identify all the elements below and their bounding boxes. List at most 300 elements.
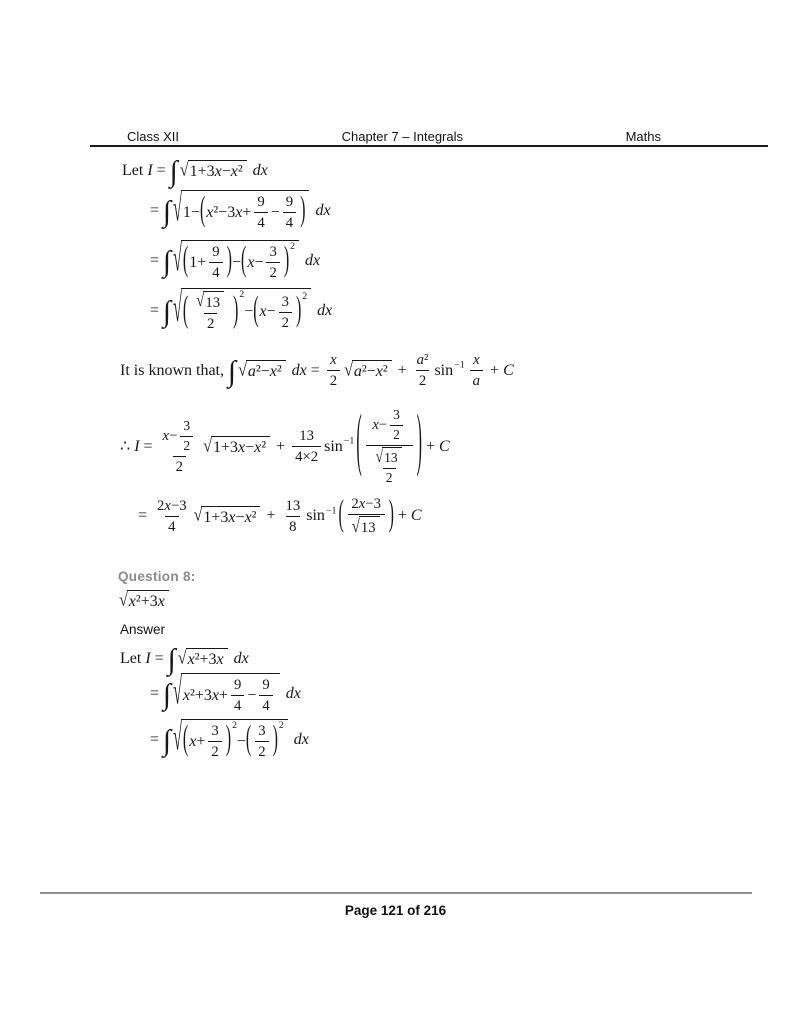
right-paren-icon: ): [416, 405, 422, 480]
math-text: [260, 303, 276, 321]
math-text: [301, 252, 320, 270]
fraction-numerator: [296, 427, 317, 446]
paren-content: [259, 293, 297, 333]
math-line-result: [138, 495, 422, 538]
radical-glyph: √: [173, 190, 182, 231]
radical-icon: [203, 436, 211, 457]
math-text-run: 3: [393, 407, 400, 422]
math-fraction: [160, 418, 200, 476]
math-text: =: [150, 252, 164, 270]
math-text: [417, 351, 429, 369]
math-text-run: 8: [289, 518, 297, 535]
math-text-run: 2: [385, 469, 393, 485]
math-text-run: ²: [276, 363, 282, 381]
math-text-run: ²: [424, 352, 429, 368]
footer-rule: [40, 892, 752, 894]
math-text-run: x: [269, 363, 277, 381]
math-text: [249, 162, 268, 180]
integral-icon: ∫: [163, 295, 172, 328]
square-root: [376, 447, 402, 467]
math-text: =: [150, 731, 164, 749]
math-text-run: 9: [285, 194, 294, 210]
math-text: [286, 193, 293, 211]
math-text: =: [150, 649, 168, 667]
fraction-denominator: [292, 446, 321, 466]
math-text: [351, 495, 381, 513]
parenthesized-group: [183, 291, 244, 334]
math-text-run: x: [214, 163, 222, 181]
math-text-run: x: [182, 686, 191, 704]
math-text: [473, 372, 480, 390]
math-text: [189, 733, 205, 751]
math-text: [473, 351, 480, 369]
math-text: [311, 202, 330, 220]
square-root: [173, 673, 280, 716]
math-text-run: x: [228, 508, 236, 526]
math-text-run: x: [358, 496, 366, 512]
fraction-numerator: [369, 407, 409, 445]
math-line-step-3: [150, 288, 332, 334]
left-paren-icon: (: [182, 290, 189, 331]
math-text: sin: [434, 361, 454, 379]
math-text-run: +: [421, 437, 439, 455]
math-text: [232, 254, 241, 272]
math-text: [422, 438, 450, 456]
math-text: [183, 204, 200, 222]
math-text-run: 2: [175, 458, 184, 475]
radical-icon: [196, 291, 203, 312]
math-text-run: −: [378, 417, 388, 434]
math-text-run: 2: [351, 496, 359, 512]
math-fraction: [414, 351, 432, 391]
math-text-run: 4: [168, 518, 176, 535]
math-text: Let: [122, 161, 148, 179]
math-text-run: 9: [212, 244, 220, 260]
math-text-run: 3: [183, 417, 191, 433]
integral-icon: ∫: [163, 679, 172, 712]
question-heading: Question 8:: [118, 569, 196, 584]
fraction-numerator: [180, 418, 193, 436]
radical-icon: [344, 360, 352, 381]
square-root: [173, 190, 309, 233]
fraction-numerator: [192, 291, 229, 313]
fraction-denominator: [266, 262, 279, 282]
radical-glyph: √: [375, 446, 384, 467]
math-text: [269, 264, 276, 282]
fraction-denominator: [208, 741, 221, 761]
radical-glyph: √: [119, 590, 128, 610]
math-text: [289, 518, 296, 536]
fraction-numerator: [154, 497, 190, 516]
radicand: [181, 719, 288, 762]
math-text-run: +: [218, 686, 228, 704]
right-paren-icon: ): [226, 242, 232, 280]
radicand: [181, 673, 280, 716]
math-text-run: x: [372, 417, 379, 434]
radicand: [352, 360, 392, 381]
math-text-run: −: [245, 439, 255, 457]
fraction-denominator: [283, 212, 296, 232]
paren-content: [188, 243, 226, 283]
radicand: [181, 190, 310, 233]
square-root: [173, 240, 299, 283]
math-text-run: 9: [234, 677, 242, 693]
math-text-run: x: [157, 593, 165, 610]
math-text: [386, 470, 393, 487]
math-line-q8-step-1: [150, 673, 301, 716]
fraction-numerator: [208, 722, 221, 741]
radicand: [382, 447, 402, 467]
math-text-run: 13: [360, 520, 376, 537]
square-root: [178, 648, 228, 669]
header-rule: [90, 145, 768, 147]
math-text: [234, 676, 241, 694]
math-text-run: 4: [285, 215, 294, 232]
fraction-denominator: [390, 425, 403, 444]
math-text-run: 4×2: [295, 449, 319, 466]
parenthesized-group: [241, 243, 295, 283]
math-text-run: I: [145, 649, 151, 667]
left-paren-icon: (: [338, 494, 344, 535]
paren-content: [205, 193, 300, 233]
radical-glyph: √: [203, 436, 212, 456]
math-text: It is known that,: [120, 361, 228, 379]
math-text: [330, 372, 337, 390]
math-text-run: x: [189, 732, 197, 750]
radical-icon: [173, 240, 181, 283]
math-text-run: a: [353, 363, 362, 381]
math-text: [419, 372, 426, 390]
math-text: [307, 362, 324, 380]
math-text: [206, 204, 251, 222]
math-text-run: dx: [233, 649, 249, 667]
right-paren-icon: ): [388, 494, 394, 535]
radical-glyph: √: [193, 506, 203, 526]
math-text-run: 2: [418, 373, 427, 390]
math-text-run: +: [242, 203, 252, 221]
math-fraction: [180, 418, 193, 455]
square-root: [344, 360, 392, 381]
fraction-numerator: [279, 293, 292, 312]
math-line-therefore: [120, 407, 450, 487]
math-text: Let: [120, 649, 146, 667]
math-text: [271, 204, 280, 222]
paren-content: [188, 722, 226, 762]
math-text: [262, 676, 269, 694]
radical-glyph: √: [173, 240, 182, 281]
parenthesized-group: [253, 290, 308, 333]
math-text: [248, 363, 282, 381]
math-text: [313, 302, 332, 320]
math-text: [290, 731, 309, 749]
math-text: =: [150, 685, 164, 703]
math-text: [207, 315, 214, 333]
math-text-run: ²: [251, 508, 257, 526]
fraction-denominator: [286, 516, 299, 536]
math-text: [258, 743, 265, 761]
math-text-run: 2: [281, 314, 290, 331]
math-text: [330, 351, 337, 369]
math-text-run: 3: [258, 723, 266, 739]
fraction-denominator: [209, 262, 222, 282]
math-text-run: ²+3: [135, 593, 158, 610]
math-text: [234, 697, 241, 715]
math-text-run: 2: [258, 744, 266, 761]
paren-exponent: 2: [239, 289, 245, 300]
math-text: [157, 497, 187, 515]
math-text: [299, 427, 314, 445]
math-text: [394, 362, 411, 380]
math-text: [183, 687, 228, 705]
right-paren-icon: ): [296, 291, 302, 329]
math-text: [247, 254, 263, 272]
math-text-run: 13: [384, 449, 398, 465]
math-text-run: ²+3: [194, 651, 217, 669]
fraction-denominator: [470, 370, 483, 390]
radicand: [246, 360, 286, 381]
math-text-run: +: [262, 507, 280, 525]
math-text: ∴: [120, 437, 135, 455]
math-text: [272, 438, 289, 456]
math-text-run: I: [134, 437, 140, 455]
radicand: [186, 648, 228, 669]
math-text: [212, 243, 219, 261]
radical-icon: [194, 506, 202, 527]
radicand: [201, 506, 260, 527]
math-text-run: −3: [170, 497, 187, 514]
right-paren-icon: ): [225, 721, 232, 759]
fraction-numerator: [372, 447, 407, 468]
fraction-numerator: [348, 495, 384, 514]
math-text-run: x: [247, 253, 255, 271]
math-text-run: +: [393, 361, 411, 379]
left-paren-icon: (: [199, 192, 206, 230]
math-text-run: −: [235, 508, 245, 526]
math-line-step-1: [150, 190, 331, 233]
integral-icon: ∫: [169, 156, 178, 188]
math-text: [372, 416, 387, 434]
math-fraction: [327, 351, 340, 391]
math-text: [286, 214, 293, 232]
radical-glyph: √: [344, 360, 353, 380]
math-text-run: −: [169, 427, 178, 444]
math-fraction: [192, 291, 229, 334]
fraction-numerator: [209, 243, 222, 262]
square-root: [238, 360, 286, 381]
math-text: [393, 407, 400, 424]
math-text-run: dx: [293, 731, 309, 749]
radicand: [188, 160, 247, 181]
math-text: [163, 427, 178, 445]
page-header: [127, 129, 661, 144]
math-text-run: x: [162, 427, 170, 444]
paren-content: [246, 243, 284, 283]
math-text-run: −: [270, 203, 280, 221]
radicand: [359, 516, 380, 537]
math-superscript: −1: [454, 359, 465, 371]
math-text: [354, 363, 388, 381]
math-text: =: [150, 301, 164, 319]
math-text-run: ²−: [255, 363, 270, 381]
math-text: [384, 450, 398, 467]
radical-icon: [352, 516, 359, 537]
math-text-run: +: [393, 507, 411, 525]
math-text-run: +: [196, 732, 206, 750]
math-text-run: 4: [262, 698, 270, 715]
fraction-denominator: [327, 370, 340, 390]
math-text-run: a: [247, 363, 256, 381]
math-text-run: ²−: [361, 363, 376, 381]
math-text: [190, 163, 243, 181]
page-number: Page 121 of 216: [344, 903, 447, 918]
math-text: sin: [324, 437, 343, 455]
math-text-run: x: [235, 203, 243, 221]
math-text: =: [152, 161, 170, 179]
math-text-run: 3: [211, 723, 219, 739]
math-text-run: x: [216, 651, 224, 669]
math-text: [205, 294, 220, 312]
paren-content: [251, 722, 272, 762]
math-fraction: [292, 427, 321, 467]
math-text-run: 1+3: [203, 508, 229, 526]
math-fraction: [348, 495, 385, 538]
radicand: [203, 291, 224, 312]
math-text: [183, 418, 190, 435]
math-text: [295, 448, 318, 466]
math-text-run: −: [244, 303, 254, 321]
square-root: [173, 288, 311, 334]
radical-glyph: √: [173, 673, 182, 714]
fraction-denominator: [254, 212, 267, 232]
integral-icon: ∫: [167, 644, 176, 676]
math-text-run: dx: [304, 252, 321, 270]
math-text: [257, 214, 264, 232]
math-text: [257, 193, 264, 211]
paren-content: [362, 407, 417, 487]
math-text-run: 2: [393, 426, 400, 442]
math-text: [247, 687, 256, 705]
fraction-denominator: [204, 313, 217, 333]
fraction-numerator: [255, 722, 268, 741]
radical-glyph: √: [173, 719, 182, 760]
radicand: [127, 590, 169, 611]
parenthesized-group: [356, 407, 422, 487]
math-text-run: 2: [211, 744, 219, 761]
math-text-run: 1+3: [212, 439, 238, 457]
math-text: [230, 650, 249, 668]
math-text: [282, 685, 301, 703]
math-text-run: +: [272, 437, 290, 455]
math-text-run: 4: [234, 698, 242, 715]
radical-glyph: √: [351, 516, 360, 537]
fraction-numerator: [414, 351, 432, 370]
fraction-numerator: [327, 351, 340, 370]
fraction-numerator: [283, 497, 304, 516]
math-text-run: dx: [317, 301, 333, 319]
math-fraction: [283, 497, 304, 537]
math-fraction: [279, 293, 292, 333]
math-text-run: 4: [212, 265, 220, 282]
radical-glyph: √: [238, 360, 247, 380]
parenthesized-group: [338, 495, 393, 538]
math-text-run: dx: [285, 685, 301, 703]
math-text: [203, 509, 256, 527]
math-text-run: C: [503, 361, 514, 379]
math-text: =: [139, 437, 157, 455]
math-fraction: [266, 243, 279, 283]
math-text: [211, 722, 218, 740]
fraction-denominator: [173, 456, 186, 476]
left-paren-icon: (: [182, 721, 189, 759]
math-text-run: 4: [257, 215, 265, 232]
left-paren-icon: (: [241, 242, 247, 280]
math-text-run: a: [416, 352, 425, 368]
math-text: [212, 264, 219, 282]
math-text-run: x: [211, 686, 219, 704]
math-text: [213, 439, 266, 457]
math-text-run: dx: [252, 161, 268, 179]
fraction-denominator: [180, 436, 193, 455]
square-root: [203, 436, 270, 457]
math-text-run: a: [472, 373, 481, 390]
header-subject-label: Maths: [625, 129, 661, 144]
math-text-run: 1+: [189, 253, 207, 271]
fraction-denominator: [366, 445, 413, 487]
math-text: [211, 743, 218, 761]
math-text-run: x: [375, 363, 383, 381]
integral-icon: ∫: [163, 246, 172, 279]
math-text: [282, 293, 289, 311]
math-text-run: ²−3: [213, 203, 236, 221]
radical-icon: [180, 160, 188, 181]
math-text: [486, 362, 514, 380]
parenthesized-group: [183, 243, 232, 283]
radical-icon: [173, 719, 181, 762]
math-text-run: 13: [285, 497, 301, 514]
math-text-run: x: [244, 508, 252, 526]
math-text: [286, 497, 301, 515]
math-text-run: 3: [269, 244, 277, 260]
math-text-run: ²: [382, 363, 388, 381]
paren-content: [344, 495, 389, 538]
math-line-question-expr: [118, 590, 171, 611]
fraction-numerator: [470, 351, 483, 370]
fraction-denominator: [255, 741, 268, 761]
math-text-run: ²+3: [190, 686, 212, 704]
fraction-denominator: [383, 468, 396, 487]
math-fraction: [255, 722, 268, 762]
math-text-run: x: [230, 163, 238, 181]
fraction-denominator: [348, 514, 385, 537]
math-fraction: [470, 351, 483, 391]
math-fraction: [259, 676, 272, 716]
math-fraction: [366, 407, 413, 487]
math-text: [394, 507, 422, 525]
math-text-run: 3: [281, 293, 290, 310]
math-text-run: x: [164, 497, 171, 514]
fraction-denominator: [279, 312, 292, 332]
math-fraction: [209, 243, 222, 283]
math-text-run: x: [187, 651, 195, 669]
paren-content: [188, 291, 233, 334]
paren-exponent: 2: [302, 290, 308, 302]
right-paren-icon: ): [272, 721, 278, 759]
math-text-run: x: [473, 352, 480, 368]
right-paren-icon: ): [283, 242, 290, 280]
fraction-denominator: [165, 516, 178, 536]
math-text: [168, 518, 175, 536]
radical-icon: [376, 447, 382, 467]
